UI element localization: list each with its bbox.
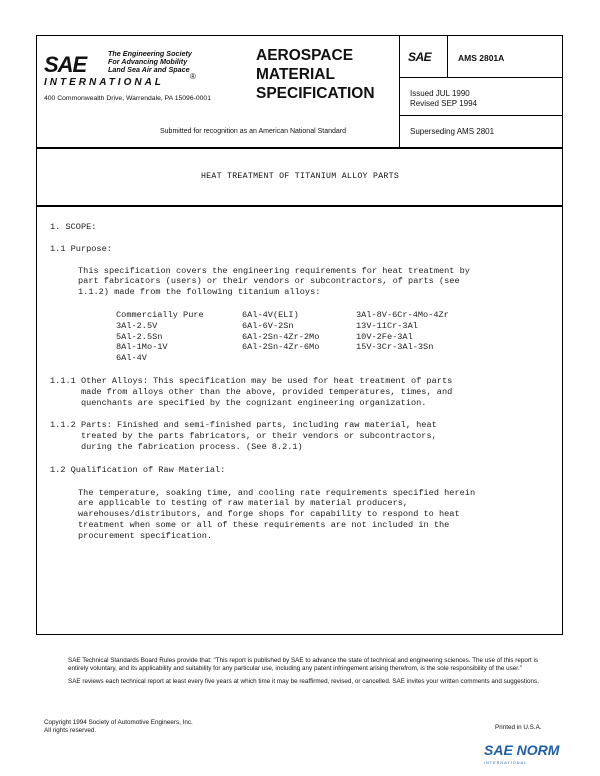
document-number: AMS 2801A: [458, 53, 505, 63]
list-item: 6Al-6V-2Sn: [242, 320, 294, 331]
review-note: SAE reviews each technical report at least every five years at which time it may be reaffirmed, revised, or cancelled. SAE invites your written comments and suggestions.: [68, 678, 539, 686]
docnum-bottom: [399, 77, 563, 78]
registered-mark: ®: [190, 72, 196, 81]
sae-norm-sub: INTERNATIONAL: [484, 761, 528, 765]
list-item: Commercially Pure: [116, 309, 204, 320]
list-item: 13V-11Cr-3Al: [356, 320, 418, 331]
list-item: [356, 353, 506, 364]
section-parts: 1.1.2 Parts: Finished and semi-finished parts, including raw material, heat treated by the parts fabricators, or their vendors or subcontractors, during the fabrication process. (See 8.2.1): [50, 420, 437, 452]
header-vertical-divider: [399, 35, 400, 147]
document-title: HEAT TREATMENT OF TITANIUM ALLOY PARTS: [200, 172, 400, 181]
docnum-divider: [447, 35, 448, 77]
qualification-text: The temperature, soaking time, and cooling rate requirements specified herein are applicable to testing of raw material by material producers, warehouses/distributors, and forge shops for capability to respond to heat treatment when some or all of these requirements are not included in the procurement specification.: [78, 487, 476, 541]
title-divider: [36, 205, 563, 207]
section-other-alloys: 1.1.1 Other Alloys: This specification may be used for heat treatment of parts made from alloys other than the above, provided temperatures, times, and quenchants are specified by the cognizant engineering organization.: [50, 375, 453, 408]
issue-dates: Issued JUL 1990 Revised SEP 1994: [410, 89, 478, 108]
submitted-note: Submitted for recognition as an American National Standard: [160, 128, 346, 135]
issued-bottom: [399, 115, 563, 116]
spec-type-title: AEROSPACE MATERIAL SPECIFICATION: [256, 47, 375, 102]
society-tagline: The Engineering Society For Advancing Mobility Land Sea Air and Space: [108, 49, 192, 74]
footer-notes: [68, 657, 548, 692]
list-item: [242, 353, 356, 364]
sae-small-logo: SAE: [408, 50, 432, 64]
address: 400 Commonwealth Drive, Warrendale, PA 15096-0001: [44, 95, 211, 102]
list-item: 3Al-8V-6Cr-4Mo-4Zr: [356, 309, 449, 320]
list-item: 10V-2Fe-3Al: [356, 331, 413, 342]
international-label: INTERNATIONAL: [44, 77, 164, 88]
list-item: 6Al-4V: [116, 353, 147, 364]
section-qualification-heading: 1.2 Qualification of Raw Material:: [50, 464, 226, 475]
superseding: Superseding AMS 2801: [410, 127, 495, 136]
list-item: 3Al-2.5V: [116, 320, 158, 331]
copyright: Copyright 1994 Society of Automotive Engineers, Inc. All rights reserved.: [44, 719, 193, 734]
sae-logo: SAE: [44, 52, 87, 77]
section-purpose-heading: 1.1 Purpose:: [50, 243, 112, 254]
alloy-list: [50, 310, 550, 364]
list-item: 15V-3Cr-3Al-3Sn: [356, 342, 434, 353]
document-body: [50, 222, 550, 542]
purpose-text: This specification covers the engineering requirements for heat treatment by part fabricators (users) or their vendors or subcontractors, of parts (see 1.1.2) made from the following titanium alloys:: [78, 265, 470, 298]
header-divider: [36, 147, 563, 149]
sae-norm-logo: SAE NORM: [484, 742, 560, 758]
board-rules: SAE Technical Standards Board Rules provide that: "This report is published by SAE to advance the state of technical and engineering sciences. The use of this report is entirely voluntary, and its applicability and suitability for any particular use, including any patent infringement arising therefrom, is the sole responsibility of the user.": [68, 657, 538, 673]
list-item: 5Al-2.5Sn: [116, 331, 163, 342]
printed-in: Printed in U.S.A.: [495, 724, 542, 731]
list-item: 6Al-4V(ELI): [242, 309, 299, 320]
list-item: 8Al-1Mo-1V: [116, 342, 168, 353]
list-item: 6Al-2Sn-4Zr-2Mo: [242, 331, 320, 342]
section-scope: 1. SCOPE:: [50, 222, 97, 232]
list-item: 6Al-2Sn-4Zr-6Mo: [242, 342, 320, 353]
